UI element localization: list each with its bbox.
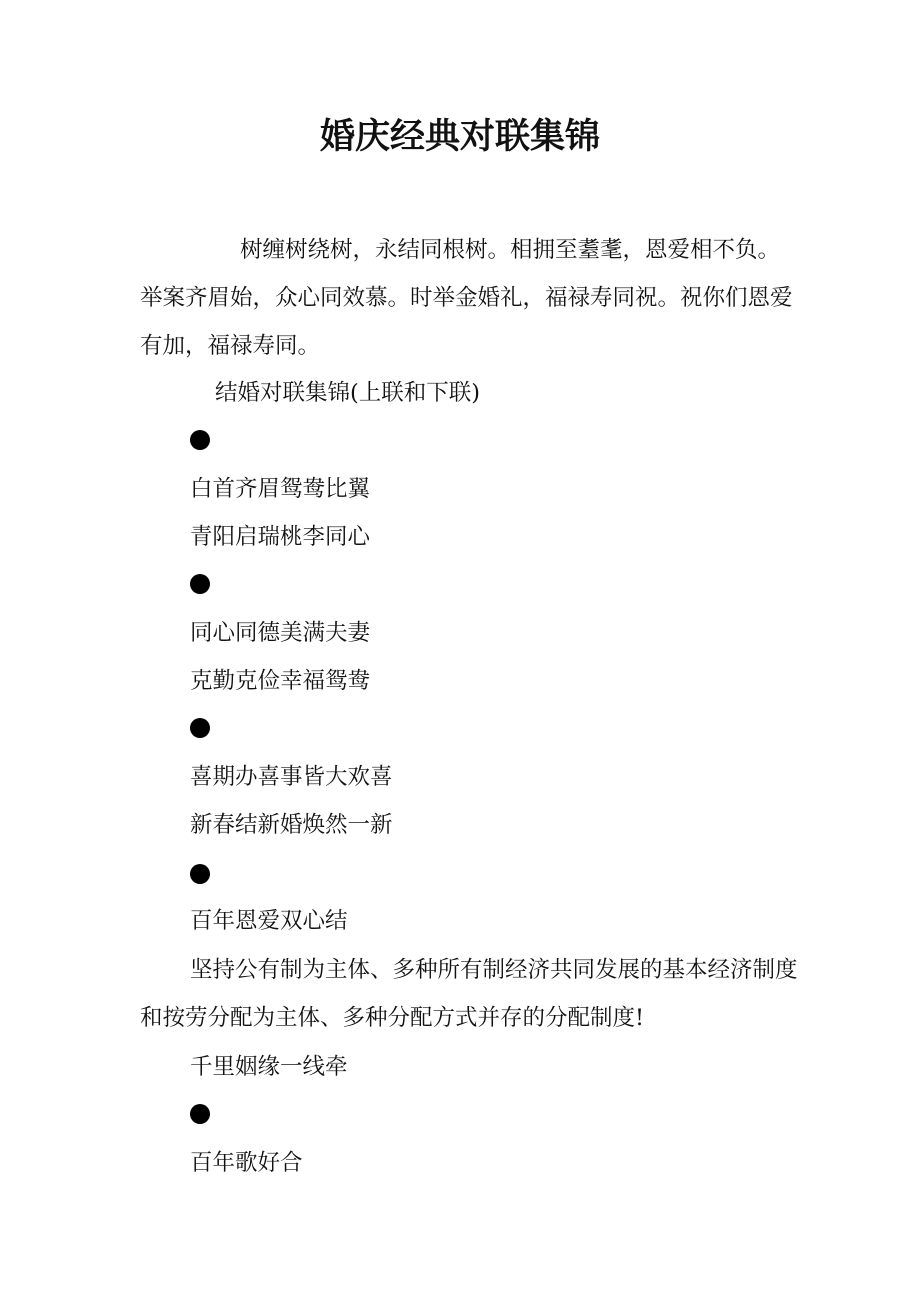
couplet-first-line: 白首齐眉鸳鸯比翼 (190, 476, 371, 502)
couplet-first-line: 百年歌好合 (190, 1150, 303, 1176)
bullet-icon (190, 430, 210, 450)
intro-paragraph (140, 226, 800, 370)
intro-text: 树缠树绕树，永结同根树。相拥至耋耄，恩爱相不负。举案齐眉始，众心同效慕。时举金婚礼，福禄寿同祝。祝你们恩爱有加，福禄寿同。 (140, 237, 793, 359)
bullet-icon (190, 864, 210, 884)
couplet-second-line: 新春结新婚焕然一新 (190, 812, 393, 838)
couplet-first-line: 百年恩爱双心结 (190, 908, 348, 934)
section-heading: 结婚对联集锦(上联和下联) (215, 380, 481, 406)
couplet-second-line: 千里姻缘一线牵 (190, 1054, 348, 1080)
couplet-second-line: 青阳启瑞桃李同心 (190, 524, 371, 550)
bullet-icon (190, 1104, 210, 1124)
bullet-icon (190, 574, 210, 594)
bullet-icon (190, 718, 210, 738)
document-title: 婚庆经典对联集锦 (319, 116, 600, 157)
couplet-first-line: 喜期办喜事皆大欢喜 (190, 764, 393, 790)
inserted-text: 坚持公有制为主体、多种所有制经济共同发展的基本经济制度和按劳分配为主体、多种分配方式并存的分配制度! (140, 957, 798, 1031)
couplet-first-line: 同心同德美满夫妻 (190, 620, 371, 646)
couplet-second-line: 克勤克俭幸福鸳鸯 (190, 668, 371, 694)
inserted-paragraph (140, 946, 800, 1042)
